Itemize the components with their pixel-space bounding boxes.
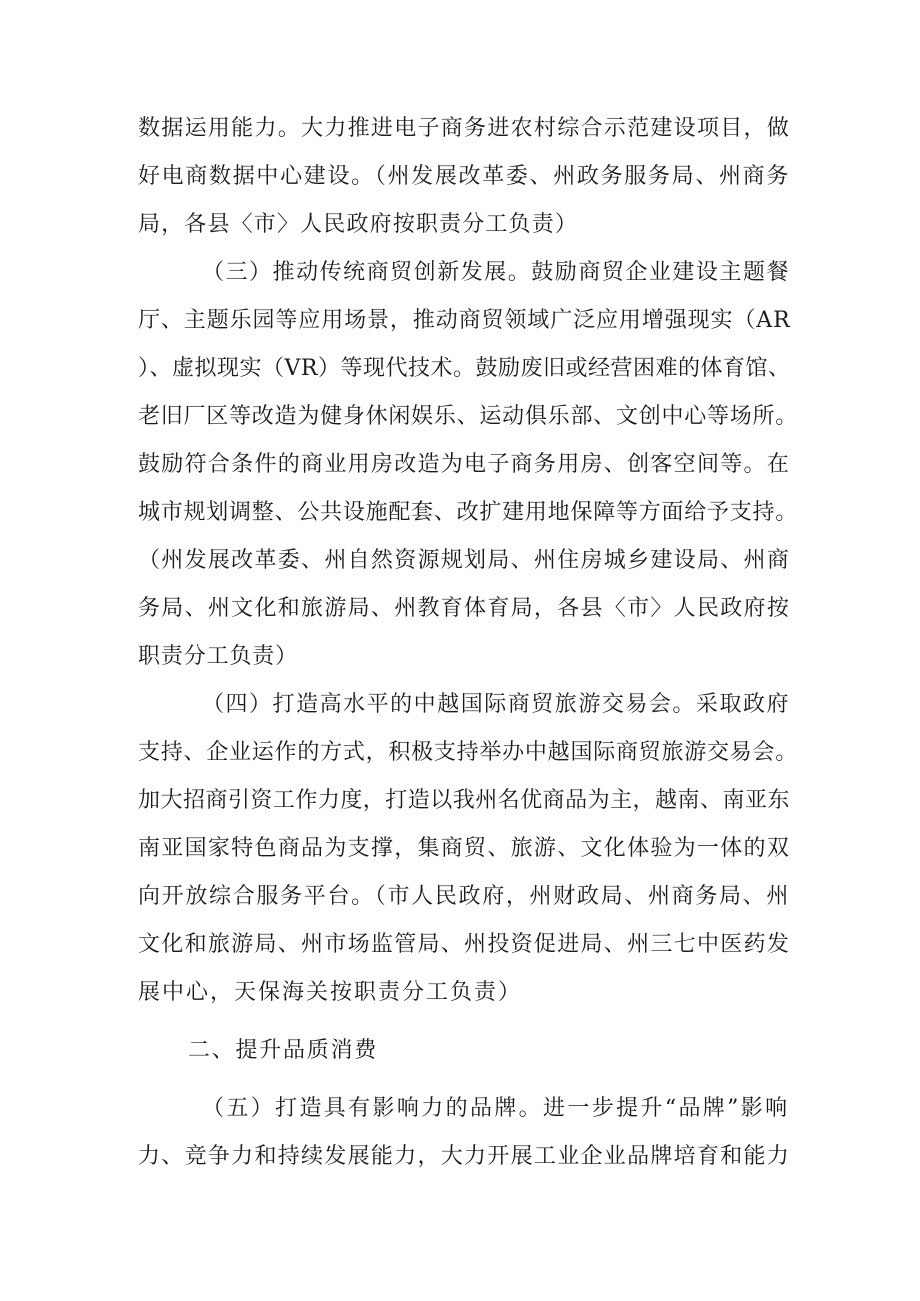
text-line: 局，各县〈市〉人民政府按职责分工负责） [138,212,579,237]
section-heading-4: （四）打造高水平的中越国际商贸旅游交易会。采取政府 [202,692,791,717]
text-line: ）、虚拟现实（VR）等现代技术。鼓励废旧或经营困难的体育馆、 [138,356,791,381]
text-line: 老旧厂区等改造为健身休闲娱乐、运动俱乐部、文创中心等场所。 [138,404,799,429]
text-line: 鼓励符合条件的商业用房改造为电子商务用房、创客空间等。在 [138,452,791,477]
text-line: 职责分工负责） [138,644,299,669]
section-heading-5: （五）打造具有影响力的品牌。进一步提升“品牌”影响 [202,1096,790,1121]
text-line: 城市规划调整、公共设施配套、改扩建用地保障等方面给予支持。 [138,500,799,525]
text-line: 支持、企业运作的方式，积极支持举办中越国际商贸旅游交易会。 [138,740,799,765]
text-line: 好电商数据中心建设。（州发展改革委、州政务服务局、州商务 [138,164,791,189]
text-line: 文化和旅游局、州市场监管局、州投资促进局、州三七中医药发 [138,932,791,957]
chapter-heading: 二、提升品质消费 [188,1038,379,1063]
text-line: 数据运用能力。大力推进电子商务进农村综合示范建设项目，做 [138,116,791,141]
text-line: 厅、主题乐园等应用场景，推动商贸领域广泛应用增强现实（AR [138,308,791,333]
text-line: 力、竞争力和持续发展能力，大力开展工业企业品牌培育和能力 [138,1144,791,1169]
text-line: 加大招商引资工作力度，打造以我州名优商品为主，越南、南亚东 [138,788,790,813]
text-line: 展中心，天保海关按职责分工负责） [138,980,523,1005]
text-line: 向开放综合服务平台。（市人民政府，州财政局、州商务局、州 [138,884,791,909]
text-line: （州发展改革委、州自然资源规划局、州住房城乡建设局、州商 [138,548,791,573]
section-heading-3: （三）推动传统商贸创新发展。鼓励商贸企业建设主题餐 [202,260,791,285]
text-line: 务局、州文化和旅游局、州教育体育局，各县〈市〉人民政府按 [138,596,791,621]
text-line: 南亚国家特色商品为支撑，集商贸、旅游、文化体验为一体的双 [138,836,791,861]
